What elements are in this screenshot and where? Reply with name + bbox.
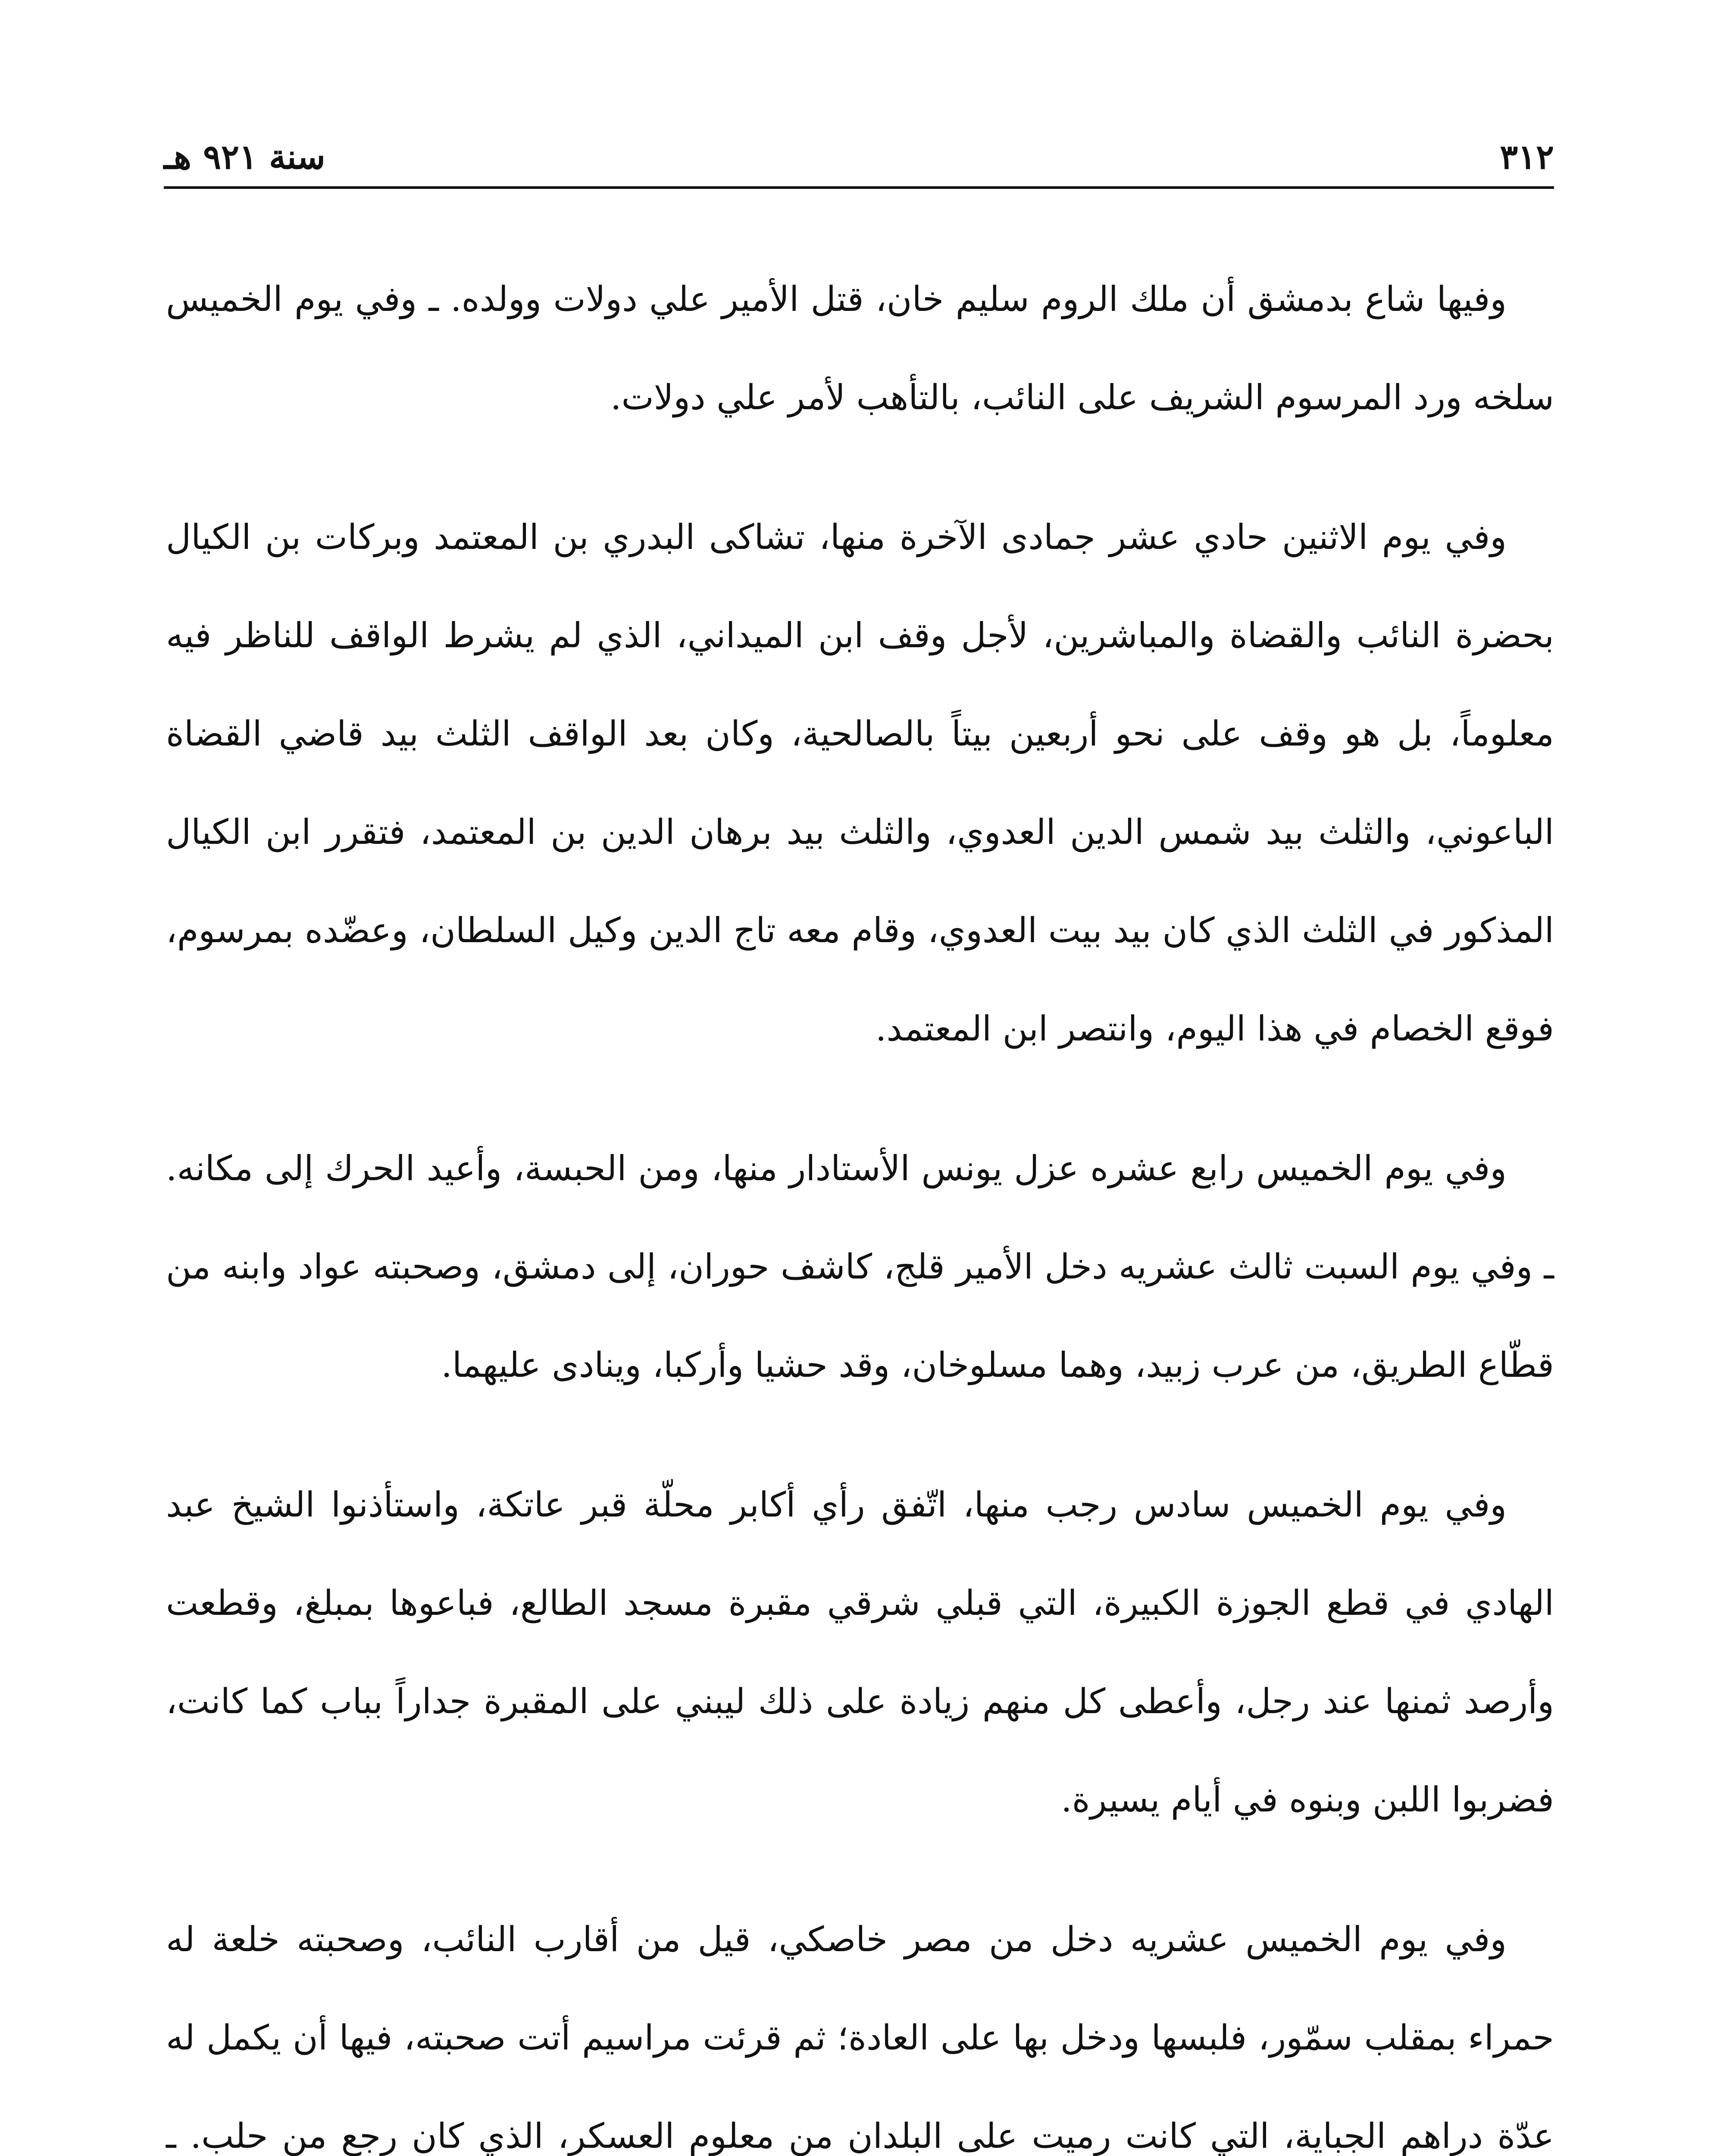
- page-body: [166, 250, 1554, 2156]
- paragraph: وفي يوم الخميس رابع عشره عزل يونس الأستادار منها، ومن الحبسة، وأعيد الحرك إلى مكانه. ـ وفي يوم السبت ثالث عشريه دخل الأمير قلج، كاشف حوران، إلى دمشق، وصحبته عواد وابنه من قطّاع الطريق، من عرب زبيد، وهما مسلوخان، وقد حشيا وأركبا، وينادى عليهما.: [166, 1148, 1554, 1385]
- paragraph: وفي يوم الخميس سادس رجب منها، اتّفق رأي أكابر محلّة قبر عاتكة، واستأذنوا الشيخ عبد الهادي في قطع الجوزة الكبيرة، التي قبلي شرقي مقبرة مسجد الطالع، فباعوها بمبلغ، وقطعت وأرصد ثمنها عند رجل، وأعطى كل منهم زيادة على ذلك ليبني على المقبرة جداراً بباب كما كانت، فضربوا اللبن وبنوه في أيام يسيرة.: [166, 1485, 1554, 1820]
- paragraph: وفي يوم الاثنين حادي عشر جمادى الآخرة منها، تشاكى البدري بن المعتمد وبركات بن الكيال بحضرة النائب والقضاة والمباشرين، لأجل وقف ابن الميداني، الذي لم يشرط الواقف للناظر فيه معلوماً، بل هو وقف على نحو أربعين بيتاً بالصالحية، وكان بعد الواقف الثلث بيد قاضي القضاة الباعوني، والثلث بيد شمس الدين العدوي، والثلث بيد برهان الدين بن المعتمد، فتقرر ابن الكيال المذكور في الثلث الذي كان بيد بيت العدوي، وقام معه تاج الدين وكيل السلطان، وعضّده بمرسوم، فوقع الخصام في هذا اليوم، وانتصر ابن المعتمد.: [166, 517, 1554, 1049]
- header-rule: [164, 186, 1554, 189]
- paragraph: وفي يوم الخميس عشريه دخل من مصر خاصكي، قيل من أقارب النائب، وصحبته خلعة له حمراء بمقلب سمّور، فلبسها ودخل بها على العادة؛ ثم قرئت مراسيم أتت صحبته، فيها أن يكمل له عدّة دراهم الجباية، التي كانت رميت على البلدان من معلوم العسكر، الذي كان رجع من حلب. ـ: [166, 1919, 1554, 2156]
- running-head-year: سنة ٩٢١ هـ: [164, 138, 325, 177]
- page-header: [164, 136, 1554, 179]
- paragraph: وفيها شاع بدمشق أن ملك الروم سليم خان، قتل الأمير علي دولات وولده. ـ وفي يوم الخميس سلخه ورد المرسوم الشريف على النائب، بالتأهب لأمر علي دولات.: [166, 279, 1554, 417]
- page-number: ٣١٢: [1500, 138, 1554, 177]
